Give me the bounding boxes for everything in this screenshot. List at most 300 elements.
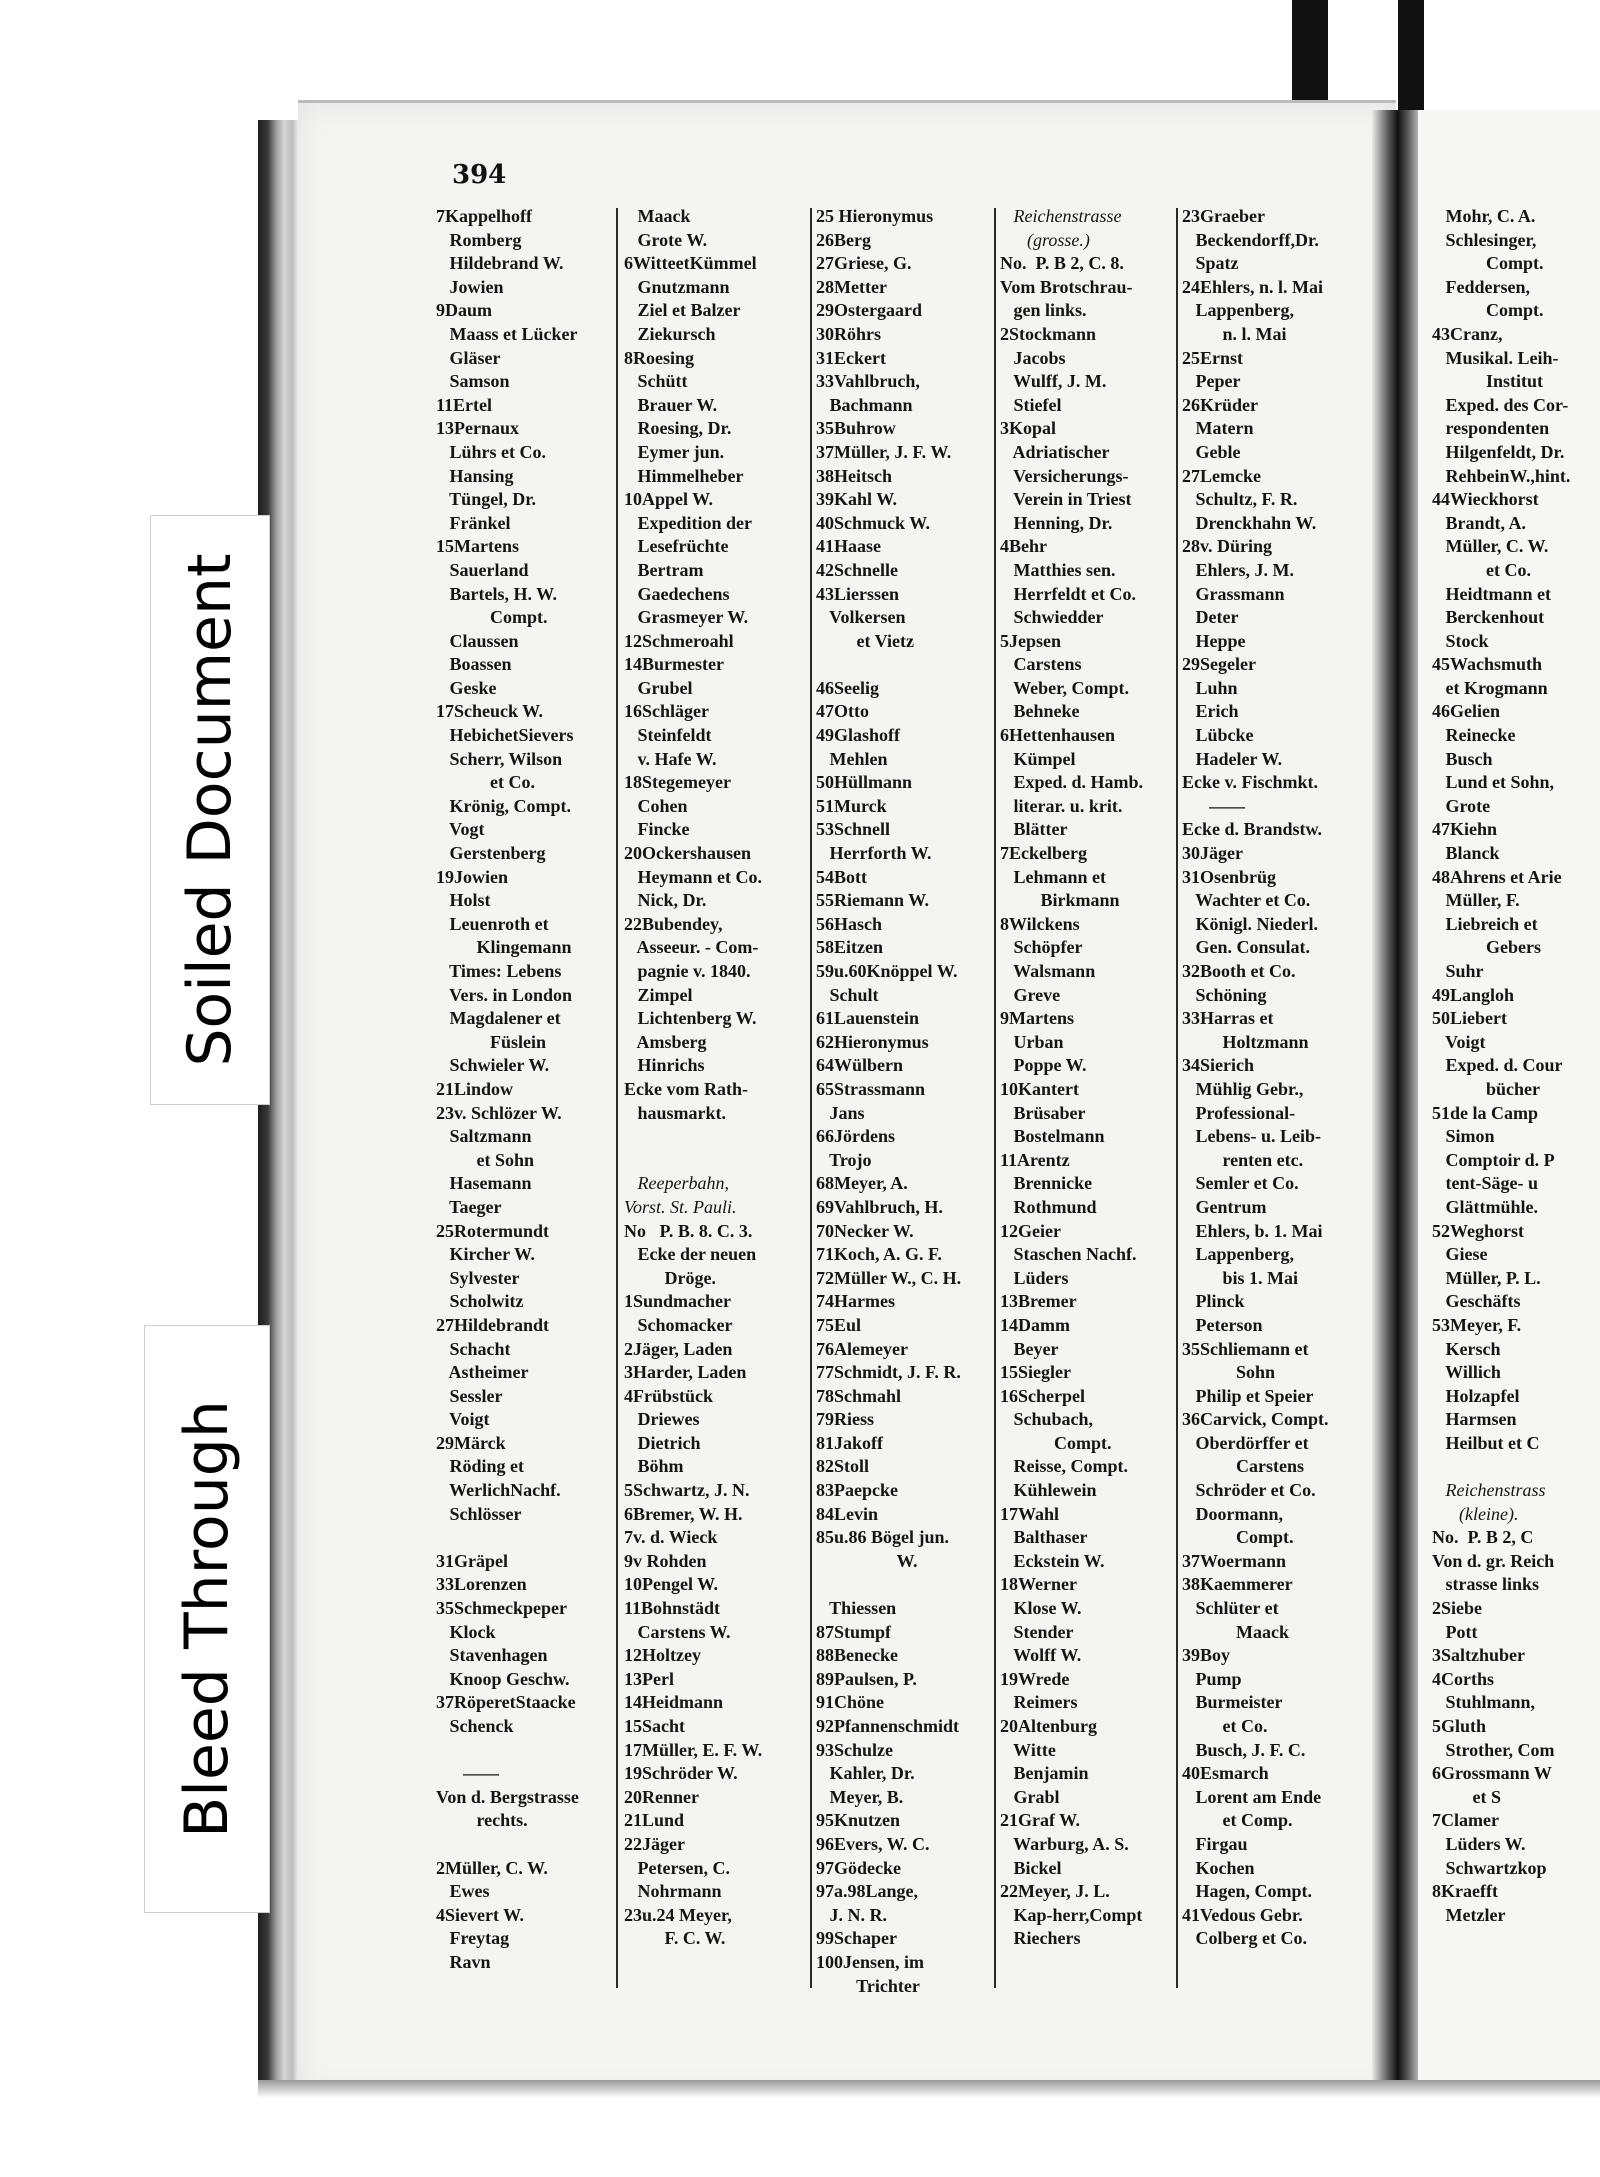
directory-entry: Matern [1182,418,1254,439]
directory-entry: Klingemann [436,937,572,958]
directory-entry: —— [1182,795,1245,816]
directory-entry: Schwieler W. [436,1055,550,1076]
directory-entry: Geske [436,677,497,698]
directory-entry: 10Pengel W. [624,1574,719,1595]
directory-entry: Hansing [436,465,514,486]
directory-entry: Blätter [1000,819,1068,840]
directory-entry: Erich [1182,701,1239,722]
directory-entry: Doormann, [1182,1503,1284,1524]
directory-entry: 35Schmeckpeper [436,1598,567,1619]
directory-entry: Von d. Bergstrasse [436,1786,579,1807]
directory-entry: 77Schmidt, J. F. R. [816,1362,961,1383]
directory-entry: Oberdörffer et [1182,1432,1309,1453]
directory-entry: Exped. des Cor- [1432,394,1569,415]
directory-entry: Bartels, H. W. [436,583,558,604]
directory-entry: Compt. [1000,1432,1112,1453]
directory-entry: 54Bott [816,866,867,887]
directory-entry: 7Kappelhoff [436,206,533,226]
directory-entry: Romberg [436,229,522,250]
directory-entry: 38Heitsch [816,465,892,486]
directory-entry: 61Lauenstein [816,1008,920,1029]
directory-entry: 56Hasch [816,913,883,934]
directory-entry: 87Stumpf [816,1621,892,1642]
directory-entry: 30Jäger [1182,843,1243,864]
directory-entry: Roesing, Dr. [624,418,732,439]
directory-entry: Simon [1432,1126,1495,1147]
directory-entry: Petersen, C. [624,1857,730,1878]
directory-entry: 9Daum [436,300,493,321]
directory-entry: Asseeur. - Com- [624,937,759,958]
directory-entry: Carstens [1000,654,1082,675]
directory-entry [816,653,1002,677]
directory-entry: Strother, Com [1432,1739,1555,1760]
directory-entry: 84Levin [816,1503,879,1524]
directory-entry: Geschäfts [1432,1291,1521,1312]
directory-entry: Reichenstrasse [1000,206,1122,226]
directory-entry: Jans [816,1102,865,1123]
directory-entry: Liebreich et [1432,913,1538,934]
directory-entry: 22Jäger [624,1833,685,1854]
directory-entry: Bertram [624,559,704,580]
directory-entry: Hildebrand W. [436,253,564,274]
directory-entry: (kleine). [1432,1503,1519,1524]
directory-entry: 62Hieronymus [816,1031,929,1052]
directory-entry: Brandt, A. [1432,512,1527,533]
directory-entry: 82Stoll [816,1456,870,1477]
soiled-document-label [150,515,270,1105]
bleed-through-label [144,1325,270,1913]
directory-entry: Holtzmann [1182,1031,1309,1052]
directory-entry: Heilbut et C [1432,1432,1540,1453]
page-bottom-shadow [258,2080,1600,2098]
directory-column-2 [624,205,806,1951]
directory-entry: 42Schnelle [816,559,899,580]
directory-entry: 81Jakoff [816,1432,883,1453]
directory-entry: 16Schläger [624,701,709,722]
directory-entry: Luhn [1182,677,1238,698]
directory-entry: 85u.86 Bögel jun. [816,1527,950,1548]
directory-entry: Glättmühle. [1432,1196,1538,1217]
directory-entry: 23u.24 Meyer, [624,1904,732,1925]
directory-entry: Heppe [1182,630,1246,651]
directory-entry: 66Jördens [816,1126,896,1147]
directory-entry: Institut [1432,371,1544,392]
directory-entry: 33Harras et [1182,1008,1274,1029]
directory-entry: Holst [436,890,491,911]
directory-entry: literar. u. krit. [1000,795,1123,816]
directory-entry: 72Müller W., C. H. [816,1267,962,1288]
directory-entry: Reeperbahn, [624,1173,729,1194]
directory-entry: Himmelheber [624,465,744,486]
directory-entry: 20Ockershausen [624,843,752,864]
directory-entry: Schultz, F. R. [1182,489,1298,510]
directory-entry: Herrforth W. [816,843,932,864]
directory-entry: Meyer, B. [816,1786,904,1807]
directory-entry: Beckendorff,Dr. [1182,229,1319,250]
directory-entry: 23Graeber [1182,206,1265,226]
directory-entry: Lührs et Co. [436,441,547,462]
directory-entry: Stavenhagen [436,1645,548,1666]
directory-entry: Kircher W. [436,1244,535,1265]
directory-entry: Plinck [1182,1291,1245,1312]
directory-entry: 12Geier [1000,1220,1061,1241]
directory-entry: 4Frübstück [624,1385,714,1406]
directory-entry: 33Lorenzen [436,1574,527,1595]
directory-entry: 6Grossmann W [1432,1763,1552,1784]
directory-entry: 2Jäger, Laden [624,1338,733,1359]
directory-entry: Freytag [436,1928,510,1949]
directory-entry: 6Bremer, W. H. [624,1503,743,1524]
directory-entry: 53Meyer, F. [1432,1314,1522,1335]
directory-entry: 51de la Camp [1432,1102,1539,1123]
directory-entry: 40Schmuck W. [816,512,931,533]
directory-entry: et Krogmann [1432,677,1548,698]
directory-entry: 7Clamer [1432,1810,1499,1831]
directory-entry: Schöning [1182,984,1267,1005]
directory-entry: 52Weghorst [1432,1220,1524,1241]
directory-entry: Mohr, C. A. [1432,206,1536,226]
directory-entry: Gaedechens [624,583,730,604]
directory-entry: 12Holtzey [624,1645,701,1666]
directory-entry: 48Ahrens et Arie [1432,866,1562,887]
directory-entry: Feddersen, [1432,276,1530,297]
directory-entry: 23v. Schlözer W. [436,1102,562,1123]
directory-entry: Thiessen [816,1598,897,1619]
directory-entry: Matthies sen. [1000,559,1116,580]
directory-entry: Eckstein W. [1000,1550,1105,1571]
directory-entry: Mühlig Gebr., [1182,1078,1304,1099]
directory-entry: Heymann et Co. [624,866,762,887]
directory-entry: 2Stockmann [1000,323,1097,344]
directory-entry: 59u.60Knöppel W. [816,961,958,981]
directory-column-3 [816,205,1002,1998]
directory-entry [624,1149,806,1173]
directory-entry: Drenckhahn W. [1182,512,1317,533]
directory-entry: 68Meyer, A. [816,1173,908,1194]
directory-entry: Eymer jun. [624,441,725,462]
directory-entry: tent-Säge- u [1432,1173,1538,1194]
directory-entry: 27Griese, G. [816,253,912,274]
directory-entry: Krönig, Compt. [436,795,571,816]
directory-entry: 43Cranz, [1432,323,1503,344]
directory-entry: Ecke d. Brandstw. [1182,819,1323,840]
directory-entry: 37RöperetStaacke [436,1692,576,1713]
directory-entry: 3Harder, Laden [624,1362,747,1383]
directory-entry [624,1125,806,1149]
directory-entry: 41Haase [816,536,881,557]
directory-entry: 31Gräpel [436,1550,508,1571]
directory-entry: Schöpfer [1000,937,1083,958]
directory-entry: Lund et Sohn, [1432,772,1555,793]
directory-entry: 17Wahl [1000,1503,1060,1524]
directory-entry: Sessler [436,1385,503,1406]
directory-entry: Maack [624,206,691,226]
directory-entry: Musikal. Leih- [1432,347,1559,368]
directory-entry: 70Necker W. [816,1220,914,1241]
column-divider [810,208,812,1988]
directory-entry: 14Burmester [624,654,724,675]
directory-entry: 47Otto [816,701,869,722]
directory-entry: Verein in Triest [1000,489,1132,510]
directory-entry: W. [816,1550,918,1571]
directory-entry: 69Vahlbruch, H. [816,1196,943,1217]
directory-entry: Knoop Geschw. [436,1668,570,1689]
directory-entry: No. P. B 2, C. 8. [1000,253,1124,274]
directory-entry: 33Vahlbruch, [816,371,920,392]
directory-entry: Scholwitz [436,1291,524,1312]
directory-entry: 18Werner [1000,1574,1077,1595]
directory-entry: Müller, P. L. [1432,1267,1541,1288]
directory-entry: Reimers [1000,1692,1078,1713]
directory-entry: 65Strassmann [816,1078,926,1099]
directory-entry: 21Lund [624,1810,685,1831]
directory-entry: Weber, Compt. [1000,677,1130,698]
directory-entry: Versicherungs- [1000,465,1129,486]
directory-entry [436,1833,618,1857]
directory-entry: 28v. Düring [1182,536,1273,557]
directory-entry: Gläser [436,347,501,368]
directory-entry: 35Buhrow [816,418,896,439]
directory-entry: 88Benecke [816,1645,898,1666]
directory-column-1 [436,205,618,1975]
directory-entry: Kersch [1432,1338,1501,1359]
directory-entry: Lüders W. [1432,1833,1526,1854]
directory-entry: 17Müller, E. F. W. [624,1739,763,1760]
directory-entry: 99Schaper [816,1928,897,1949]
directory-entry: 96Evers, W. C. [816,1833,930,1854]
directory-entry: Birkmann [1000,890,1120,911]
directory-entry: Reichenstrass [1432,1480,1546,1501]
directory-entry: strasse links [1432,1574,1540,1595]
directory-entry: 64Wülbern [816,1055,904,1076]
directory-entry: —— [436,1763,499,1784]
directory-entry: Schlesinger, [1432,229,1537,250]
directory-entry: Vers. in London [436,984,573,1005]
directory-entry: Professional- [1182,1102,1296,1123]
directory-entry: Kochen [1182,1857,1255,1878]
directory-entry: 83Paepcke [816,1480,898,1501]
directory-entry: Bachmann [816,394,913,415]
directory-entry: Blanck [1432,843,1500,864]
directory-entry: No. P. B 2, C [1432,1527,1534,1548]
directory-entry: 39Boy [1182,1645,1231,1666]
directory-entry: Schröder et Co. [1182,1480,1316,1501]
directory-entry: 25Rotermundt [436,1220,549,1241]
directory-entry: Ehlers, J. M. [1182,559,1294,580]
directory-entry: Spatz [1182,253,1239,274]
directory-entry: Lappenberg, [1182,300,1295,321]
directory-entry: 4Corths [1432,1668,1494,1689]
directory-entry: 14Damm [1000,1314,1070,1335]
directory-entry: RehbeinW.,hint. [1432,465,1571,486]
directory-entry: 6Hettenhausen [1000,725,1116,746]
directory-entry: 75Eul [816,1314,862,1335]
directory-entry: Schwartzkop [1432,1857,1547,1878]
directory-entry: Maass et Lücker [436,323,578,344]
directory-entry: 50Liebert [1432,1008,1507,1029]
directory-entry: Compt. [1432,300,1544,321]
directory-entry: Schwiedder [1000,607,1104,628]
directory-entry: 27Hildebrandt [436,1314,550,1335]
directory-entry: 22Bubendey, [624,913,723,934]
binding-edge-dark [1292,0,1328,110]
directory-entry: WerlichNachf. [436,1480,561,1501]
directory-entry: Müller, F. [1432,890,1520,911]
directory-entry: 35Schliemann et [1182,1338,1309,1359]
directory-entry: Compt. [1182,1527,1294,1548]
directory-entry: Brauer W. [624,394,718,415]
directory-entry: No P. B. 8. C. 3. [624,1220,753,1241]
directory-entry: Beyer [1000,1338,1059,1359]
directory-entry: Dietrich [624,1432,701,1453]
directory-entry: 97Gödecke [816,1857,901,1878]
directory-entry: Urban [1000,1031,1064,1052]
directory-entry: Müller, C. W. [1432,536,1549,557]
directory-entry [436,1526,618,1550]
directory-entry: Vom Brotschrau- [1000,276,1133,297]
directory-entry: n. l. Mai [1182,323,1287,344]
directory-entry: 12Schmeroahl [624,630,734,651]
directory-entry: Zimpel [624,984,693,1005]
directory-entry: 32Booth et Co. [1182,961,1296,981]
directory-entry: 29Segeler [1182,654,1256,675]
directory-entry: Trichter [816,1975,920,1996]
directory-entry: Stiefel [1000,394,1062,415]
directory-entry: 71Koch, A. G. F. [816,1244,942,1265]
directory-entry: Ziel et Balzer [624,300,741,321]
directory-entry: Lorent am Ende [1182,1786,1322,1807]
directory-entry: 9v Rohden [624,1550,707,1571]
directory-column-5 [1182,205,1372,1951]
directory-entry: Pott [1432,1621,1478,1642]
directory-entry: 100Jensen, im [816,1951,924,1972]
directory-entry: Pump [1182,1668,1242,1689]
directory-entry: Vogt [436,819,485,840]
directory-entry: Grabl [1000,1786,1060,1807]
binding-edge-dark-2 [1398,0,1424,110]
directory-entry: Reisse, Compt. [1000,1456,1128,1477]
directory-entry: 10Appel W. [624,489,714,510]
directory-entry: Scherr, Wilson [436,748,563,769]
directory-entry: 4Sievert W. [436,1904,524,1925]
directory-entry: Lichtenberg W. [624,1008,757,1029]
directory-entry: J. N. R. [816,1904,887,1925]
directory-entry: Klose W. [1000,1598,1082,1619]
directory-entry: Schlüter et [1182,1598,1279,1619]
directory-entry: Schütt [624,371,688,392]
bleed-through-text: Bleed Through [172,1400,242,1838]
directory-entry: Boassen [436,654,512,675]
directory-entry: 16Scherpel [1000,1385,1085,1406]
directory-entry: Philip et Speier [1182,1385,1314,1406]
directory-entry: Deter [1182,607,1239,628]
directory-entry: Magdalener et [436,1008,561,1029]
directory-entry: Lesefrüchte [624,536,729,557]
directory-entry: et Comp. [1182,1810,1293,1831]
directory-entry: 41Vedous Gebr. [1182,1904,1303,1925]
directory-entry: Metzler [1432,1904,1506,1925]
directory-entry: Jowien [436,276,504,297]
directory-entry: 91Chöne [816,1692,885,1713]
directory-entry: Voigt [1432,1031,1486,1052]
directory-entry: 36Carvick, Compt. [1182,1409,1329,1430]
directory-entry: Ecke v. Fischmkt. [1182,772,1319,793]
directory-entry: Amsberg [624,1031,707,1052]
directory-entry: respondenten [1432,418,1550,439]
directory-entry: 6WitteetKümmel [624,253,757,274]
directory-entry: Füslein [436,1031,547,1052]
directory-entry: 55Riemann W. [816,890,930,911]
directory-entry: Geble [1182,441,1241,462]
directory-entry: Comptoir d. P [1432,1149,1555,1170]
directory-entry: 5Jepsen [1000,630,1062,651]
directory-entry: 28Metter [816,276,887,297]
directory-entry: 3Kopal [1000,418,1057,439]
directory-entry: 20Renner [624,1786,699,1807]
directory-entry: Lübcke [1182,725,1254,746]
directory-entry: Henning, Dr. [1000,512,1113,533]
directory-entry: 31Eckert [816,347,886,368]
directory-entry: Von d. gr. Reich [1432,1550,1555,1571]
directory-entry: Saltzmann [436,1126,532,1147]
directory-entry: 26Berg [816,229,871,250]
directory-entry: Schacht [436,1338,511,1359]
directory-entry: HebichetSievers [436,725,574,746]
directory-entry: Gen. Consulat. [1182,937,1311,958]
directory-entry: 58Eitzen [816,937,883,958]
directory-entry: Sohn [1182,1362,1276,1383]
directory-entry: renten etc. [1182,1149,1304,1170]
directory-entry: Compt. [1432,253,1544,274]
directory-entry: 7Eckelberg [1000,843,1087,864]
directory-entry: Riechers [1000,1928,1081,1949]
directory-entry: et Co. [436,772,535,793]
directory-entry: 38Kaemmerer [1182,1574,1293,1595]
directory-entry: Times: Lebens [436,961,562,981]
directory-entry: Wolff W. [1000,1645,1082,1666]
directory-entry: Kümpel [1000,748,1076,769]
directory-entry: Berckenhout [1432,607,1545,628]
directory-entry: 30Röhrs [816,323,882,344]
directory-entry: Suhr [1432,961,1484,981]
directory-entry: Röding et [436,1456,525,1477]
directory-entry: 25 Hieronymus [816,206,934,226]
directory-entry: Brüsaber [1000,1102,1086,1123]
directory-entry: Warburg, A. S. [1000,1833,1129,1854]
directory-entry: Grote W. [624,229,708,250]
directory-entry: Böhm [624,1456,684,1477]
directory-entry: bis 1. Mai [1182,1267,1299,1288]
directory-entry: Reinecke [1432,725,1516,746]
directory-entry: Lüders [1000,1267,1069,1288]
directory-entry: Cohen [624,795,688,816]
directory-entry: Kühlewein [1000,1480,1097,1501]
directory-entry: Dröge. [624,1267,716,1288]
directory-entry: Wachter et Co. [1182,890,1311,911]
directory-entry: Ecke vom Rath- [624,1078,748,1099]
directory-entry: v. Hafe W. [624,748,717,769]
directory-entry: (grosse.) [1000,229,1090,250]
directory-entry: Gerstenberg [436,843,546,864]
directory-entry: Ewes [436,1881,490,1902]
directory-entry: Adriatischer [1000,441,1110,462]
directory-entry [816,1573,1002,1597]
directory-entry: Sauerland [436,559,529,580]
directory-entry: Burmeister [1182,1692,1283,1713]
directory-entry: Stock [1432,630,1489,651]
directory-entry: 49Glashoff [816,725,901,746]
directory-entry: 29Ostergaard [816,300,922,321]
